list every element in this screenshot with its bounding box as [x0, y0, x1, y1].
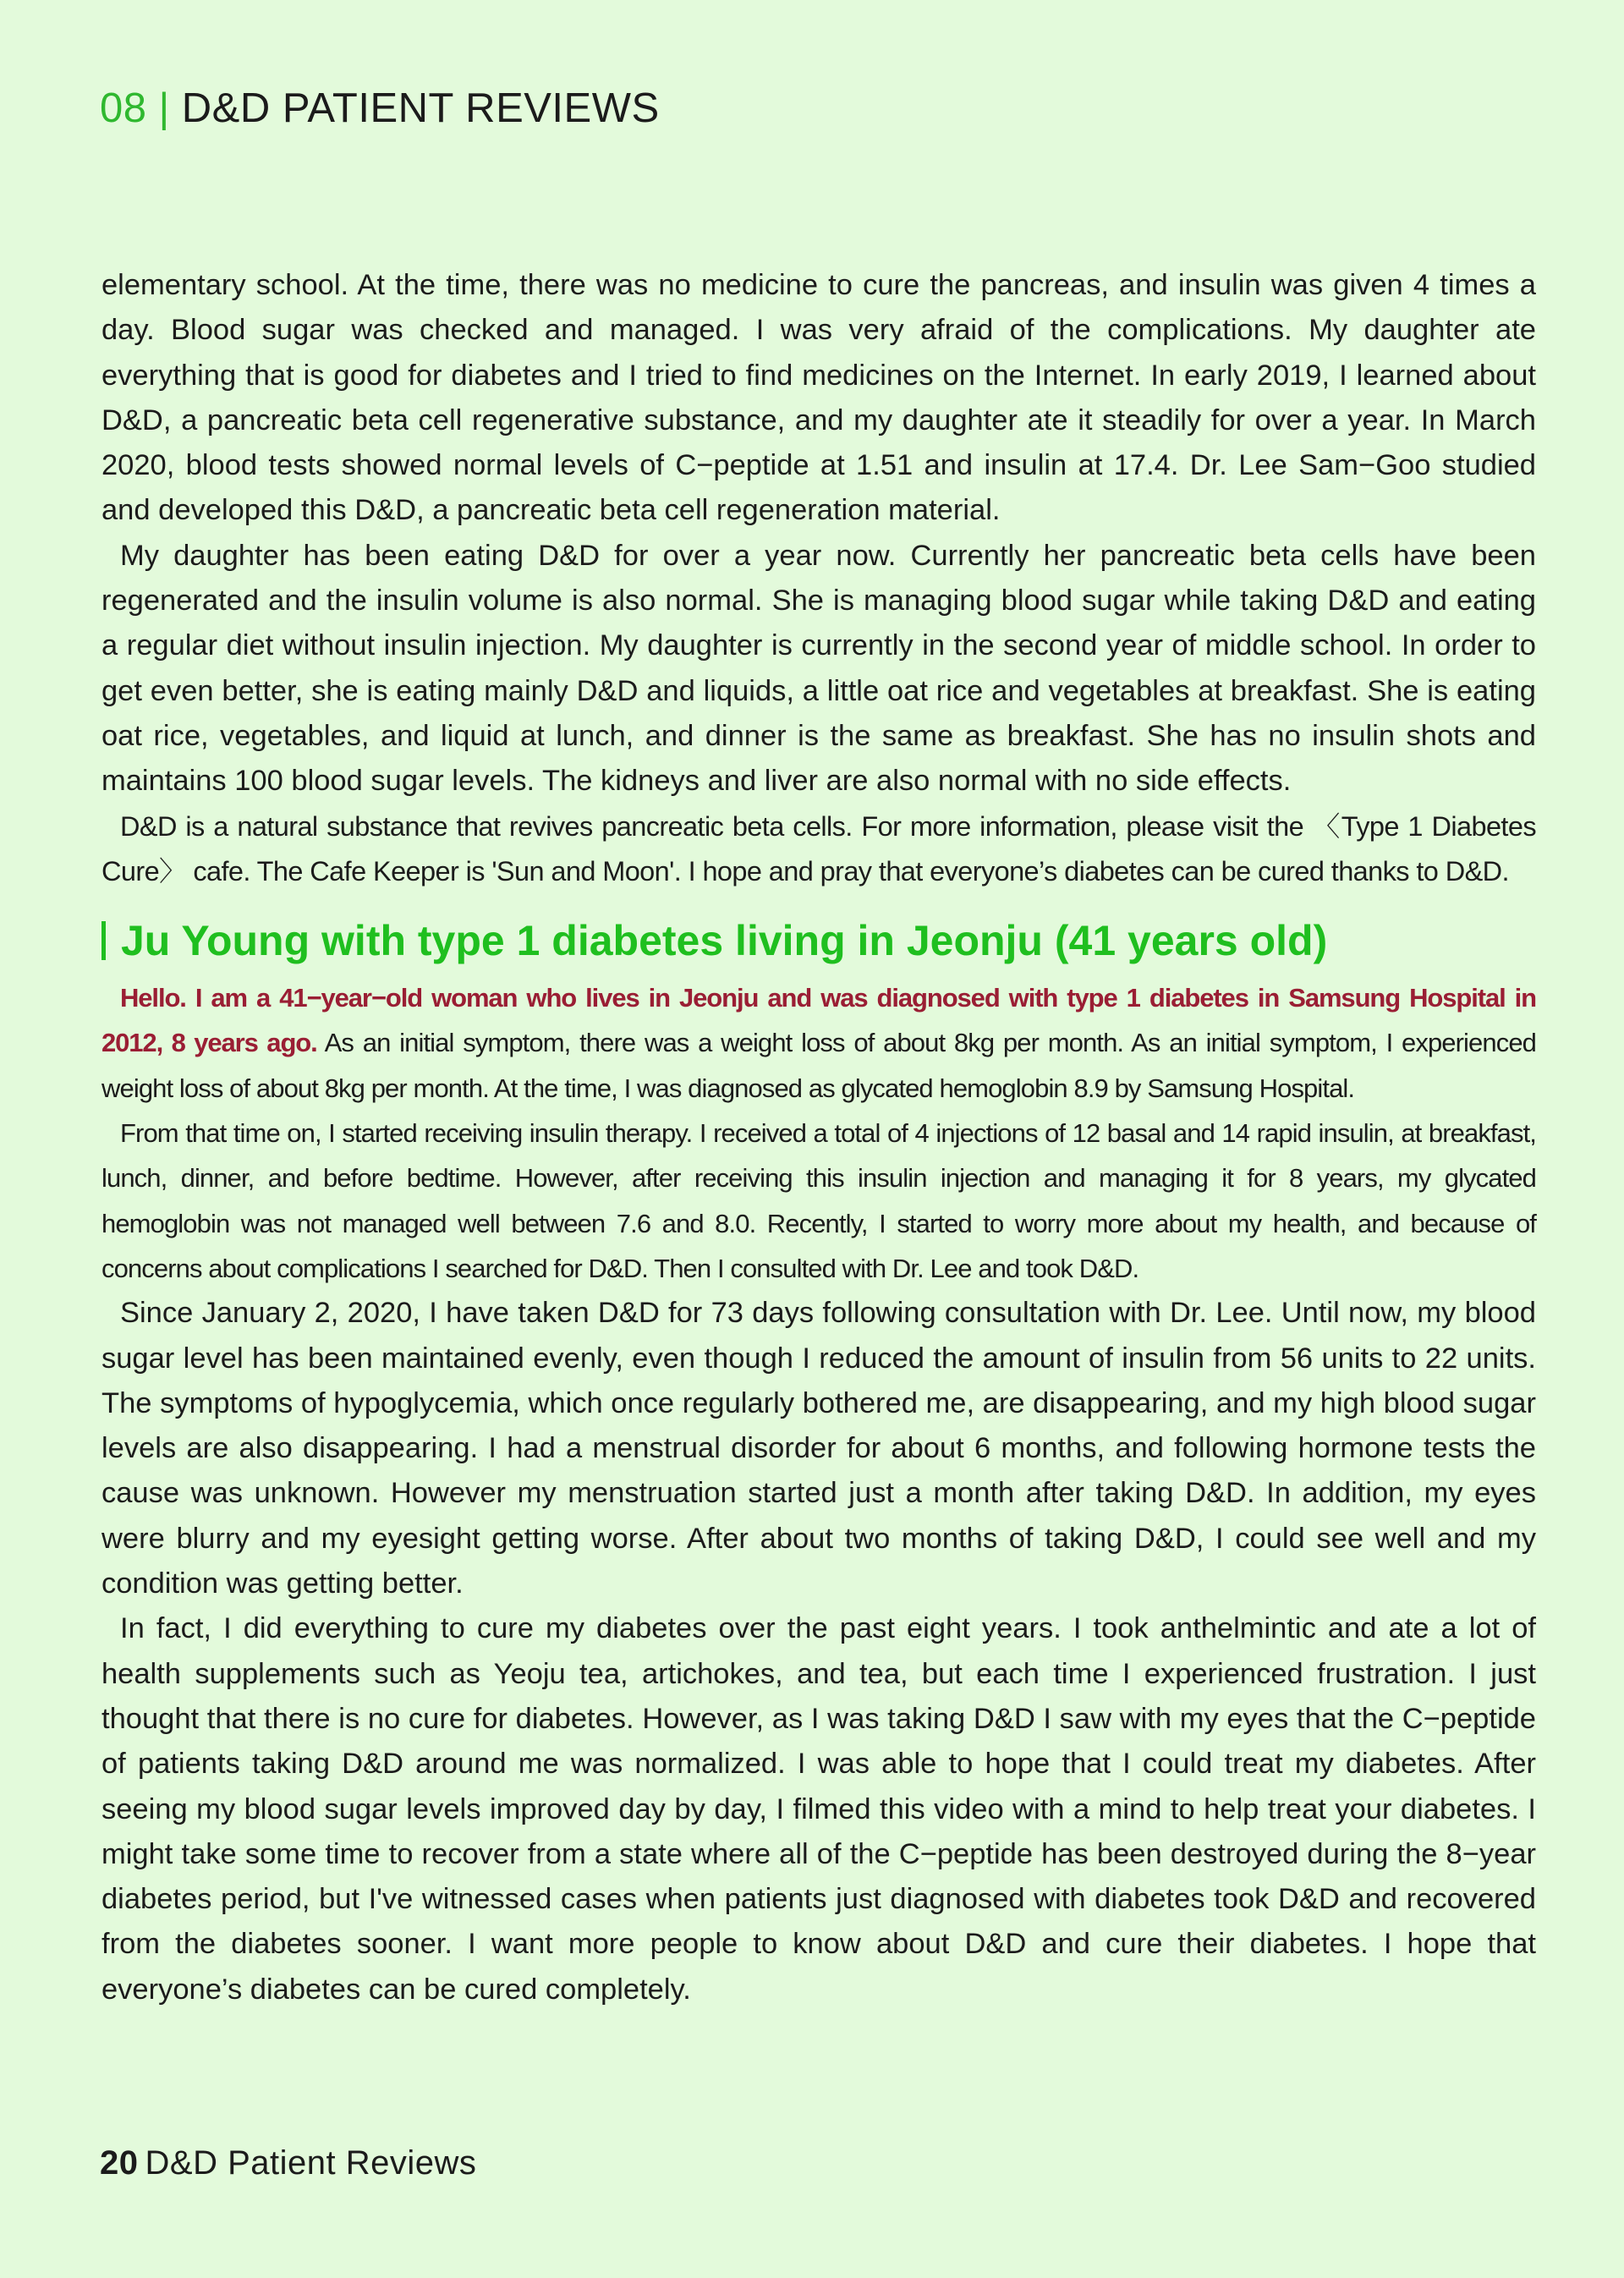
- section-heading-text: Ju Young with type 1 diabetes living in Jeonju (41 years old): [121, 917, 1328, 965]
- page-title: D&D PATIENT REVIEWS: [181, 85, 660, 131]
- article-body: [102, 263, 1536, 2012]
- intro-rest: As an initial symptom, there was a weight loss of about 8kg per month. As an initial symptom, I experienced weight loss of about 8kg per month. At the time, I was diagnosed as glycated hemoglobin 8.9 by Samsung Hospital.: [102, 1028, 1536, 1103]
- article2-intro: [102, 975, 1536, 1111]
- page-header: [100, 85, 660, 131]
- article1-paragraph-3: D&D is a natural substance that revives pancreatic beta cells. For more information, please visit the 〈Type 1 Diabetes Cure〉 cafe. The Cafe Keeper is 'Sun and Moon'. I hope and pray that everyone’s diabetes can be cured thanks to D&D.: [102, 810, 1536, 886]
- footer-label: D&D Patient Reviews: [145, 2144, 477, 2182]
- article1-paragraph-1: elementary school. At the time, there was no medicine to cure the pancreas, and insulin was given 4 times a day. Blood sugar was checked and managed. I was very afraid of the complications. My daughter ate everything that is good for diabetes and I tried to find medicines on the Internet. In early 2019, I learned about D&D, a pancreatic beta cell regenerative substance, and my daughter ate it steadily for over a year. In March 2020, blood tests showed normal levels of C−peptide at 1.51 and insulin at 17.4. Dr. Lee Sam−Goo studied and developed this D&D, a pancreatic beta cell regeneration material.: [102, 269, 1536, 527]
- section-number: 08: [100, 85, 147, 131]
- article2-paragraph-2: Since January 2, 2020, I have taken D&D for 73 days following consultation with Dr. Lee. Until now, my blood sugar level has been maintained evenly, even though I reduced the amount of insulin from 56 units to 22 units. The symptoms of hypoglycemia, which once regularly bothered me, are disappearing, and my high blood sugar levels are also disappearing. I had a menstrual disorder for about 6 months, and following hormone tests the cause was unknown. However my menstruation started just a month after taking D&D. In addition, my eyes were blurry and my eyesight getting worse. After about two months of taking D&D, I could see well and my condition was getting better.: [102, 1297, 1536, 1600]
- section-heading: [102, 914, 1536, 967]
- page-footer: [100, 2146, 476, 2180]
- article2-paragraph-3: In fact, I did everything to cure my diabetes over the past eight years. I took anthelmintic and ate a lot of health supplements such as Yeoju tea, artichokes, and tea, but each time I experienced frustration. I just thought that there is no cure for diabetes. However, as I was taking D&D I saw with my eyes that the C−peptide of patients taking D&D around me was normalized. I was able to hope that I could treat my diabetes. After seeing my blood sugar levels improved day by day, I filmed this video with a mind to help treat your diabetes. I might take some time to recover from a state where all of the C−peptide has been destroyed during the 8−year diabetes period, but I've witnessed cases when patients just diagnosed with diabetes took D&D and recovered from the diabetes sooner. I want more people to know about D&D and cure their diabetes. I hope that everyone’s diabetes can be cured completely.: [102, 1612, 1536, 2006]
- intro-highlight: Hello. I am a 41−year−old woman who lives in Jeonju and was diagnosed with type 1 diabetes in Samsung Hospital in 2012, 8 years ago.: [102, 983, 1536, 1058]
- article1-paragraph-2: My daughter has been eating D&D for over a year now. Currently her pancreatic beta cells have been regenerated and the insulin volume is also normal. She is managing blood sugar while taking D&D and eating a regular diet without insulin injection. My daughter is currently in the second year of middle school. In order to get even better, she is eating mainly D&D and liquids, a little oat rice and vegetables at breakfast. She is eating oat rice, vegetables, and liquid at lunch, and dinner is the same as breakfast. She has no insulin shots and maintains 100 blood sugar levels. The kidneys and liver are also normal with no side effects.: [102, 539, 1536, 798]
- page-number: 20: [100, 2144, 139, 2182]
- article2-paragraph-1: From that time on, I started receiving insulin therapy. I received a total of 4 injections of 12 basal and 14 rapid insulin, at breakfast, lunch, dinner, and before bedtime. However, after receiving this insulin injection and managing it for 8 years, my glycated hemoglobin was not managed well between 7.6 and 8.0. Recently, I started to worry more about my health, and because of concerns about complications I searched for D&D. Then I consulted with Dr. Lee and took D&D.: [102, 1118, 1536, 1283]
- heading-bar: [102, 921, 106, 960]
- header-separator: |: [158, 85, 170, 131]
